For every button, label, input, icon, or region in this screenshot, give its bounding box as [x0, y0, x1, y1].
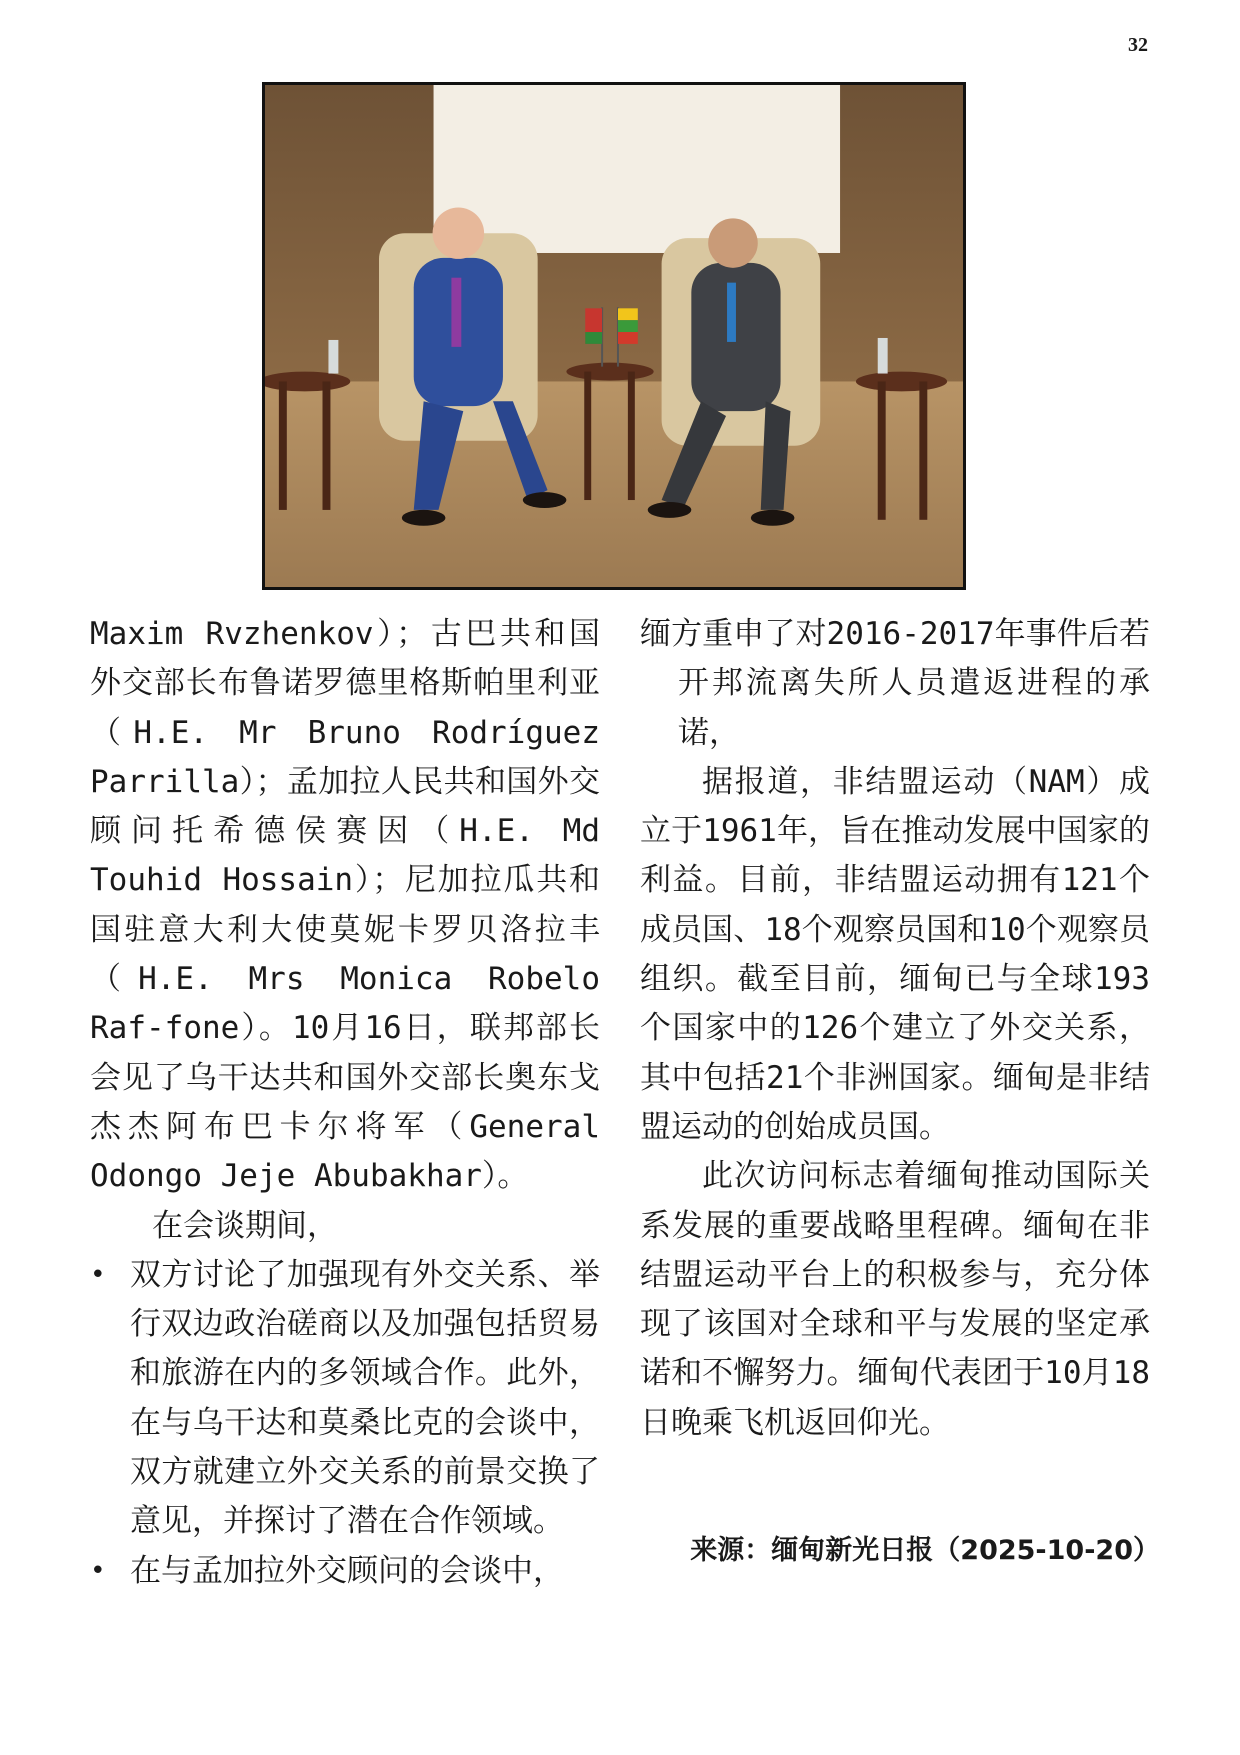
meeting-photo-illustration	[265, 85, 963, 587]
left-column	[90, 610, 600, 1596]
right-paragraph-1: 缅方重申了对2016-2017年事件后若开邦流离失所人员遣返进程的承诺，	[640, 616, 1150, 751]
bullet-item: • 双方讨论了加强现有外交关系、举行双边政治磋商以及加强包括贸易和旅游在内的多领域合作。此外，在与乌干达和莫桑比克的会谈中，双方就建立外交关系的前景交换了意见，并探讨了潜在合作领域。	[90, 1251, 600, 1547]
source-attribution: 来源：缅甸新光日报（2025-10-20）	[690, 1535, 1160, 1566]
meeting-photo	[262, 82, 966, 590]
left-paragraph-1: Maxim Rvzhenkov）；古巴共和国外交部长布鲁诺罗德里格斯帕里利亚（H.E. Mr Bruno Rodríguez Parrilla）；孟加拉人民共和国外交顾问托希德侯赛因（H.E. Md Touhid Hossain）；尼加拉瓜共和国驻意大利大使莫妮卡罗贝洛拉丰（H.E. Mrs Monica Robelo Raf-fone）。10月16日，联邦部长会见了乌干达共和国外交部长奥东戈杰杰阿布巴卡尔将军（General Odongo Jeje Abubakhar）。	[90, 616, 600, 1195]
page-number: 32	[1128, 34, 1148, 56]
right-column	[640, 610, 1150, 1448]
left-paragraph-2: 在会谈期间，	[152, 1207, 338, 1244]
bullet-item: • 在与孟加拉外交顾问的会谈中，	[90, 1547, 600, 1596]
right-paragraph-2: 据报道，非结盟运动（NAM）成立于1961年，旨在推动发展中国家的利益。目前，非结盟运动拥有121个成员国、18个观察员国和10个观察员组织。截至目前，缅甸已与全球193个国家中的126个建立了外交关系，其中包括21个非洲国家。缅甸是非结盟运动的创始成员国。	[640, 763, 1150, 1145]
right-paragraph-3: 此次访问标志着缅甸推动国际关系发展的重要战略里程碑。缅甸在非结盟运动平台上的积极参与，充分体现了该国对全球和平与发展的坚定承诺和不懈努力。缅甸代表团于10月18日晚乘飞机返回仰光。	[640, 1158, 1150, 1441]
bullet-list	[90, 1251, 600, 1596]
